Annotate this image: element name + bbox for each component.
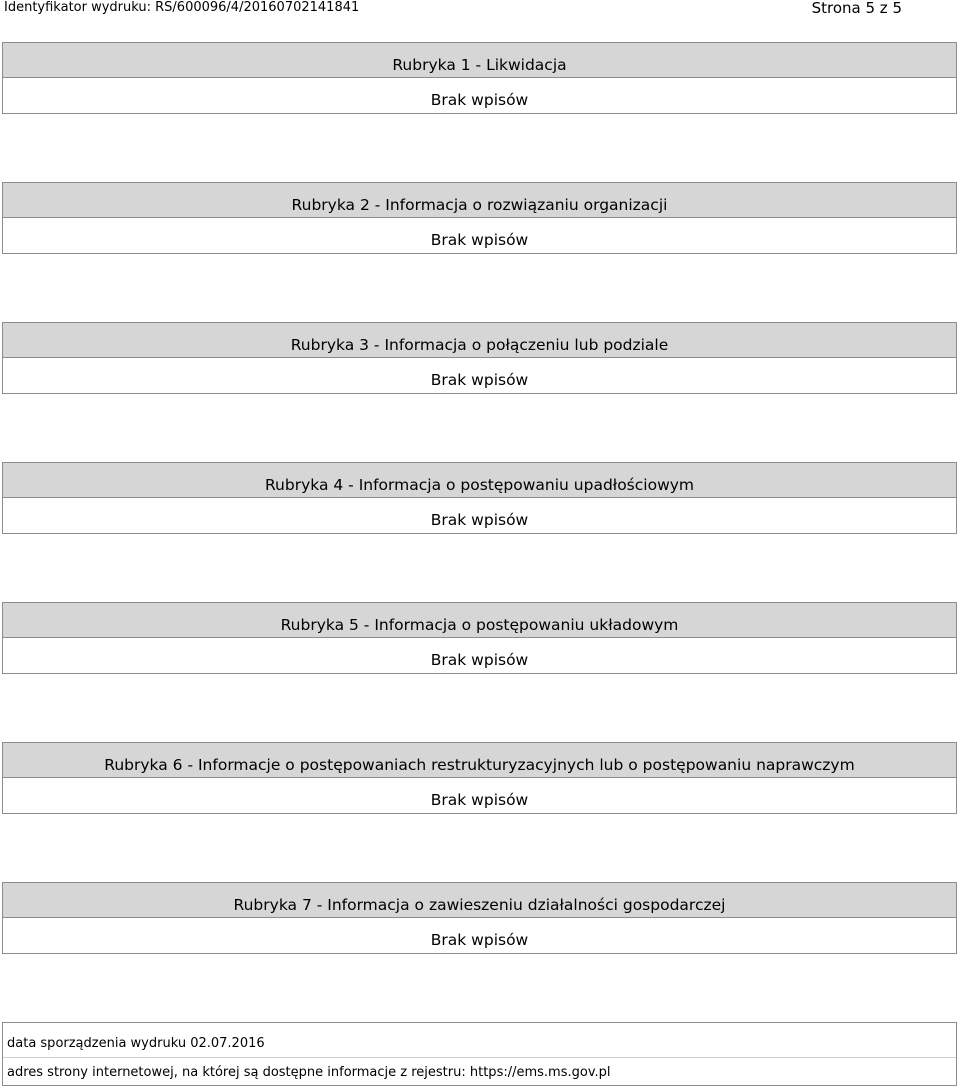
- page-header: [0, 0, 960, 18]
- section-value: Brak wpisów: [2, 777, 957, 814]
- section-title: Rubryka 6 - Informacje o postępowaniach restrukturyzacyjnych lub o postępowaniu naprawczym: [2, 742, 957, 778]
- page-number: Strona 5 z 5: [811, 0, 902, 17]
- section-rubryka-4: [2, 462, 957, 534]
- section-value: Brak wpisów: [2, 497, 957, 534]
- section-value: Brak wpisów: [2, 637, 957, 674]
- section-rubryka-7: [2, 882, 957, 954]
- section-rubryka-1: [2, 42, 957, 114]
- print-date: data sporządzenia wydruku 02.07.2016: [7, 1036, 265, 1051]
- section-title: Rubryka 7 - Informacja o zawieszeniu działalności gospodarczej: [2, 882, 957, 918]
- section-title: Rubryka 1 - Likwidacja: [2, 42, 957, 78]
- section-rubryka-6: [2, 742, 957, 814]
- print-footer: [2, 1022, 957, 1086]
- section-title: Rubryka 2 - Informacja o rozwiązaniu organizacji: [2, 182, 957, 218]
- section-title: Rubryka 3 - Informacja o połączeniu lub podziale: [2, 322, 957, 358]
- section-rubryka-5: [2, 602, 957, 674]
- section-value: Brak wpisów: [2, 357, 957, 394]
- section-rubryka-2: [2, 182, 957, 254]
- section-rubryka-3: [2, 322, 957, 394]
- registry-url: adres strony internetowej, na której są dostępne informacje z rejestru: https://ems.ms.gov.pl: [7, 1065, 611, 1080]
- section-title: Rubryka 5 - Informacja o postępowaniu układowym: [2, 602, 957, 638]
- section-title: Rubryka 4 - Informacja o postępowaniu upadłościowym: [2, 462, 957, 498]
- section-value: Brak wpisów: [2, 217, 957, 254]
- section-value: Brak wpisów: [2, 77, 957, 114]
- section-value: Brak wpisów: [2, 917, 957, 954]
- footer-divider: [3, 1057, 956, 1058]
- print-identifier: Identyfikator wydruku: RS/600096/4/20160702141841: [4, 0, 360, 15]
